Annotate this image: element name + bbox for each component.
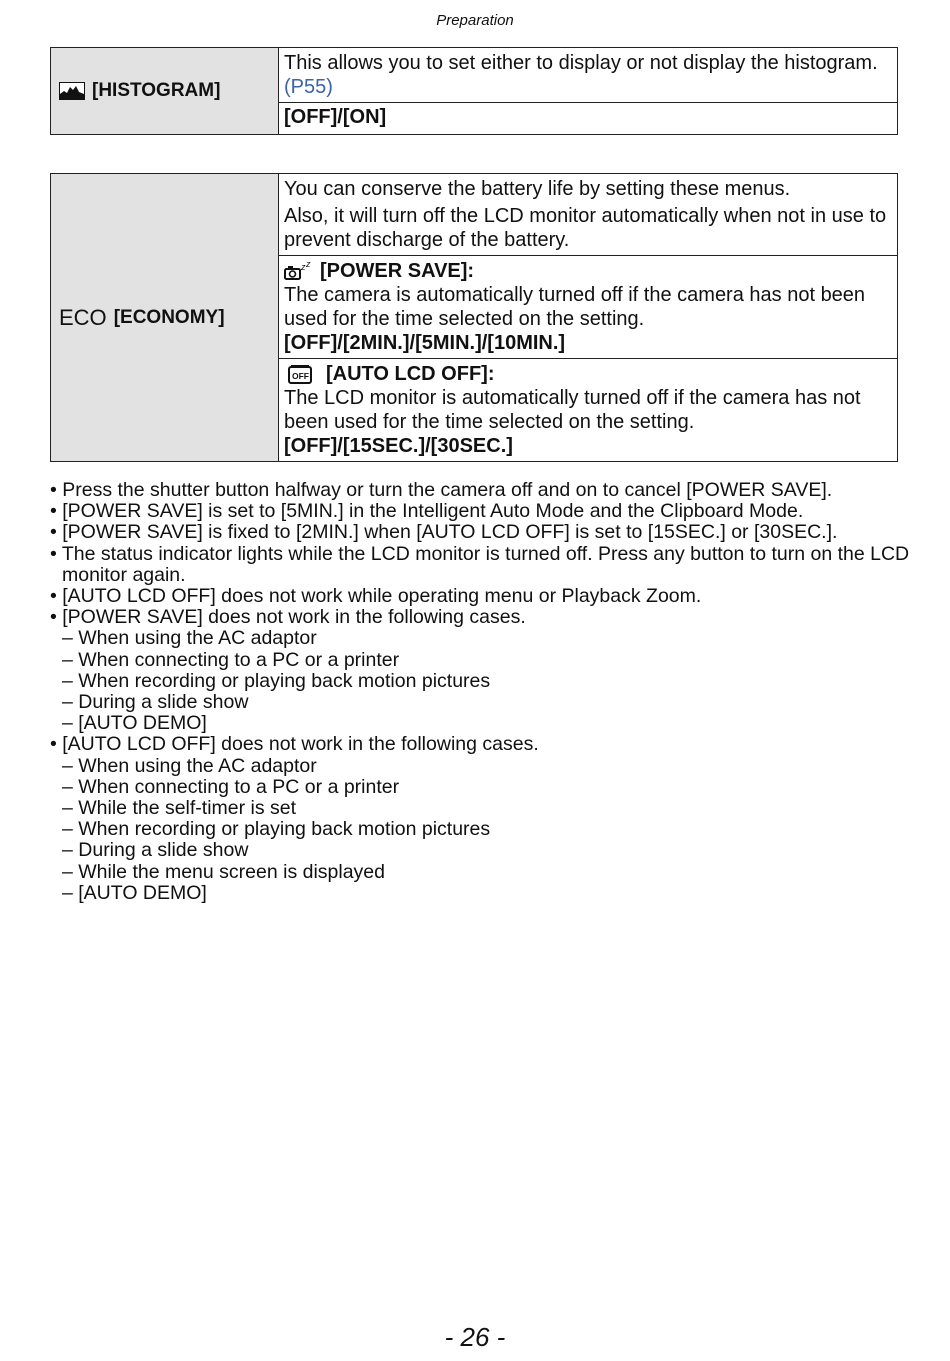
power-save-icon (284, 261, 312, 281)
economy-label: [ECONOMY] (113, 306, 225, 328)
histogram-icon (59, 82, 85, 100)
note-bullet-item: • [AUTO LCD OFF] does not work in the following cases. (50, 733, 539, 756)
note-bullet-item: • Press the shutter button halfway or turn the camera off and on to cancel [POWER SAVE]. (50, 479, 833, 501)
power-save-options: [OFF]/[2MIN.]/[5MIN.]/[10MIN.] (284, 332, 566, 354)
note-bullet-item: • [POWER SAVE] is set to [5MIN.] in the Intelligent Auto Mode and the Clipboard Mode. (50, 500, 804, 523)
note-dash-item: – When connecting to a PC or a printer (62, 648, 400, 671)
note-dash-item: – When recording or playing back motion pictures (62, 818, 491, 841)
economy-label-cell (51, 174, 279, 462)
note-dash-item: – [AUTO DEMO] (62, 881, 207, 904)
economy-table (50, 173, 898, 462)
auto-lcd-off-icon (288, 364, 318, 384)
power-save-title: [POWER SAVE]: (320, 260, 475, 282)
histogram-table (50, 47, 898, 135)
notes-list (50, 480, 910, 904)
page-number: - 26 - (444, 1322, 506, 1352)
histogram-desc: This allows you to set either to display or not display the histogram. (284, 52, 878, 74)
economy-intro-2: Also, it will turn off the LCD monitor automatically when not in use to prevent discharge of the battery. (284, 205, 887, 251)
note-dash-item: – While the menu screen is displayed (62, 860, 385, 883)
histogram-label-cell (51, 48, 279, 135)
eco-icon: ECO (59, 304, 107, 330)
note-bullet-item: • The status indicator lights while the LCD monitor is turned off. Press any button to turn on the LCD monitor again. (50, 542, 910, 586)
power-save-cell (279, 256, 898, 359)
histogram-page-link[interactable]: (P55) (284, 76, 333, 98)
note-bullet-item: • [POWER SAVE] is fixed to [2MIN.] when [AUTO LCD OFF] is set to [15SEC.] or [30SEC.]. (50, 521, 838, 544)
svg-text:z: z (301, 262, 306, 272)
note-dash-item: – During a slide show (62, 839, 249, 862)
economy-intro-1: You can conserve the battery life by setting these menus. (284, 178, 791, 200)
note-bullet-item: • [POWER SAVE] does not work in the following cases. (50, 606, 526, 629)
auto-lcd-off-title: [AUTO LCD OFF]: (326, 363, 495, 385)
note-dash-item: – When using the AC adaptor (62, 754, 317, 777)
page-header: Preparation (436, 12, 514, 29)
histogram-label: [HISTOGRAM] (92, 80, 221, 101)
note-dash-item: – [AUTO DEMO] (62, 712, 207, 735)
auto-lcd-off-options: [OFF]/[15SEC.]/[30SEC.] (284, 435, 513, 457)
histogram-options: [OFF]/[ON] (279, 103, 898, 135)
auto-lcd-off-cell (279, 359, 898, 462)
power-save-desc: The camera is automatically turned off if the camera has not been used for the time selected on the setting. (284, 284, 866, 330)
economy-intro-cell (279, 174, 898, 256)
note-dash-item: – When recording or playing back motion pictures (62, 669, 491, 692)
note-dash-item: – When using the AC adaptor (62, 627, 317, 650)
svg-text:z: z (306, 261, 311, 269)
auto-lcd-off-desc: The LCD monitor is automatically turned off if the camera has not been used for the time selected on the setting. (284, 387, 861, 433)
note-bullet-item: • [AUTO LCD OFF] does not work while operating menu or Playback Zoom. (50, 585, 702, 608)
auto-lcd-off-icon-text: OFF (292, 371, 309, 381)
note-dash-item: – During a slide show (62, 691, 249, 714)
histogram-desc-cell (279, 48, 898, 103)
note-dash-item: – When connecting to a PC or a printer (62, 775, 400, 798)
note-dash-item: – While the self-timer is set (62, 797, 297, 820)
